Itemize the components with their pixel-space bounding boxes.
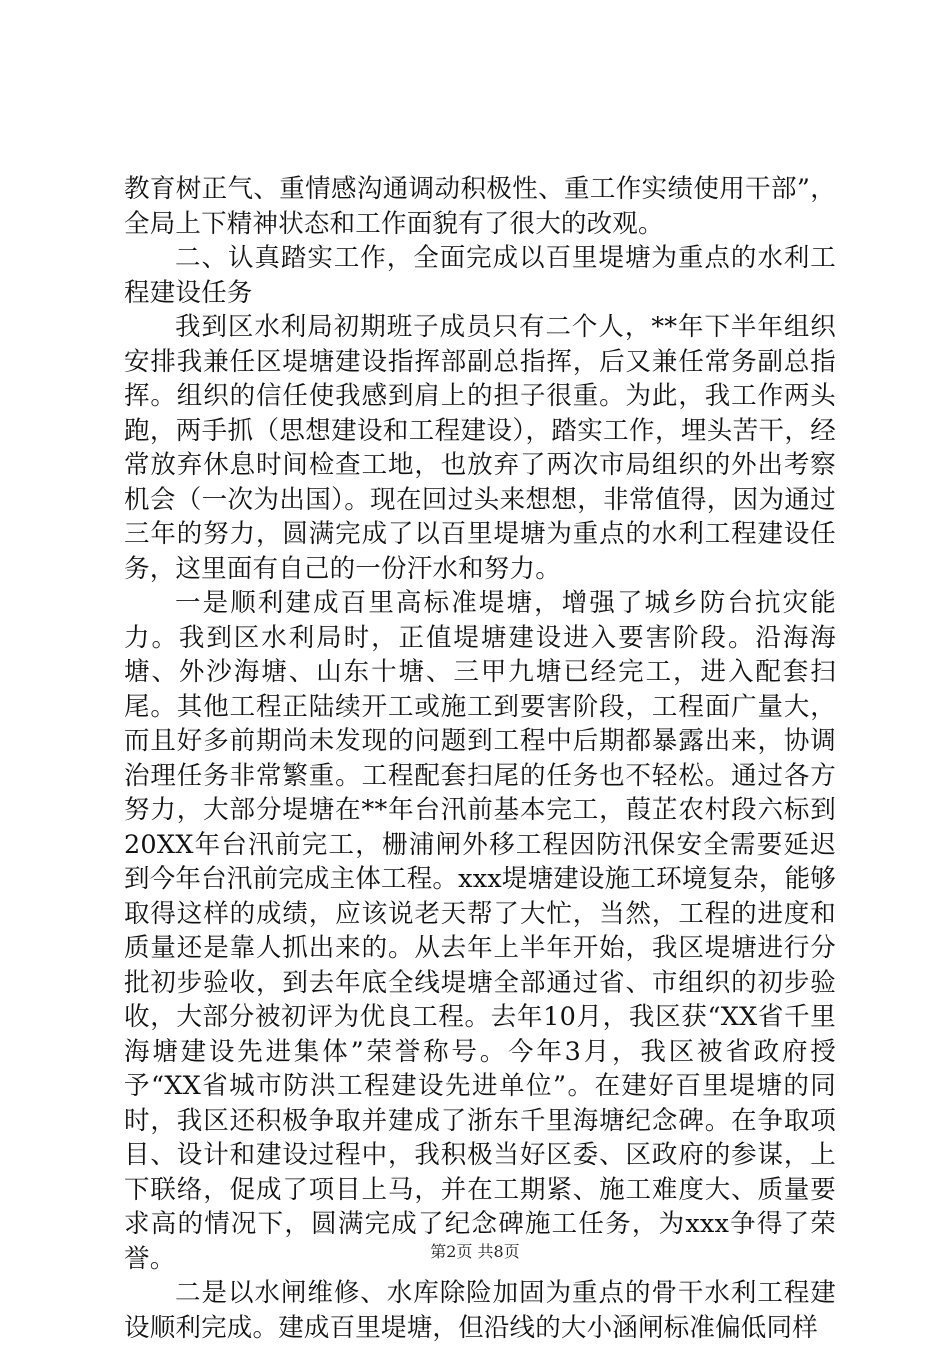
paragraph-5: 二是以水闸维修、水库除险加固为重点的骨干水利工程建设顺利完成。建成百里堤塘，但沿线的大小涵闸标准偏低同样 — [124, 1278, 836, 1343]
document-body — [124, 172, 836, 1345]
page-footer — [0, 1242, 950, 1262]
paragraph-4: 一是顺利建成百里高标准堤塘，增强了城乡防台抗灾能力。我到区水利局时，正值堤塘建设进入要害阶段。沿海海塘、外沙海塘、山东十塘、三甲九塘已经完工，进入配套扫尾。其他工程正陆续开工或施工到要害阶段，工程面广量大，而且好多前期尚未发现的问题到工程中后期都暴露出来，协调治理任务非常繁重。工程配套扫尾的任务也不轻松。通过各方努力，大部分堤塘在**年台汛前基本完工，葭芷农村段六标到20XX年台汛前完工，栅浦闸外移工程因防汛保安全需要延迟到今年台汛前完成主体工程。xxx堤塘建设施工环境复杂，能够取得这样的成绩，应该说老天帮了大忙，当然，工程的进度和质量还是靠人抓出来的。从去年上半年开始，我区堤塘进行分批初步验收，到去年底全线堤塘全部通过省、市组织的初步验收，大部分被初评为优良工程。去年10月，我区获“XX省千里海塘建设先进集体”荣誉称号。今年3月，我区被省政府授予“XX省城市防洪工程建设先进单位”。在建好百里堤塘的同时，我区还积极争取并建成了浙东千里海塘纪念碑。在争取项目、设计和建设过程中，我积极当好区委、区政府的参谋，上下联络，促成了项目上马，并在工期紧、施工难度大、质量要求高的情况下，圆满完成了纪念碑施工任务，为xxx争得了荣誉。 — [124, 588, 836, 1274]
page-number: 第2页 共8页 — [430, 1242, 520, 1261]
paragraph-1: 教育树正气、重情感沟通调动积极性、重工作实绩使用干部”，全局上下精神状态和工作面貌有了很大的改观。 — [124, 174, 836, 239]
paragraph-3: 我到区水利局初期班子成员只有二个人，**年下半年组织安排我兼任区堤塘建设指挥部副总指挥，后又兼任常务副总指挥。组织的信任使我感到肩上的担子很重。为此，我工作两头跑，两手抓（思想建设和工程建设），踏实工作，埋头苦干，经常放弃休息时间检查工地，也放弃了两次市局组织的外出考察机会（一次为出国）。现在回过头来想想，非常值得，因为通过三年的努力，圆满完成了以百里堤塘为重点的水利工程建设任务，这里面有自己的一份汗水和努力。 — [124, 312, 836, 584]
section-heading: 二、认真踏实工作，全面完成以百里堤塘为重点的水利工程建设任务 — [124, 243, 836, 308]
